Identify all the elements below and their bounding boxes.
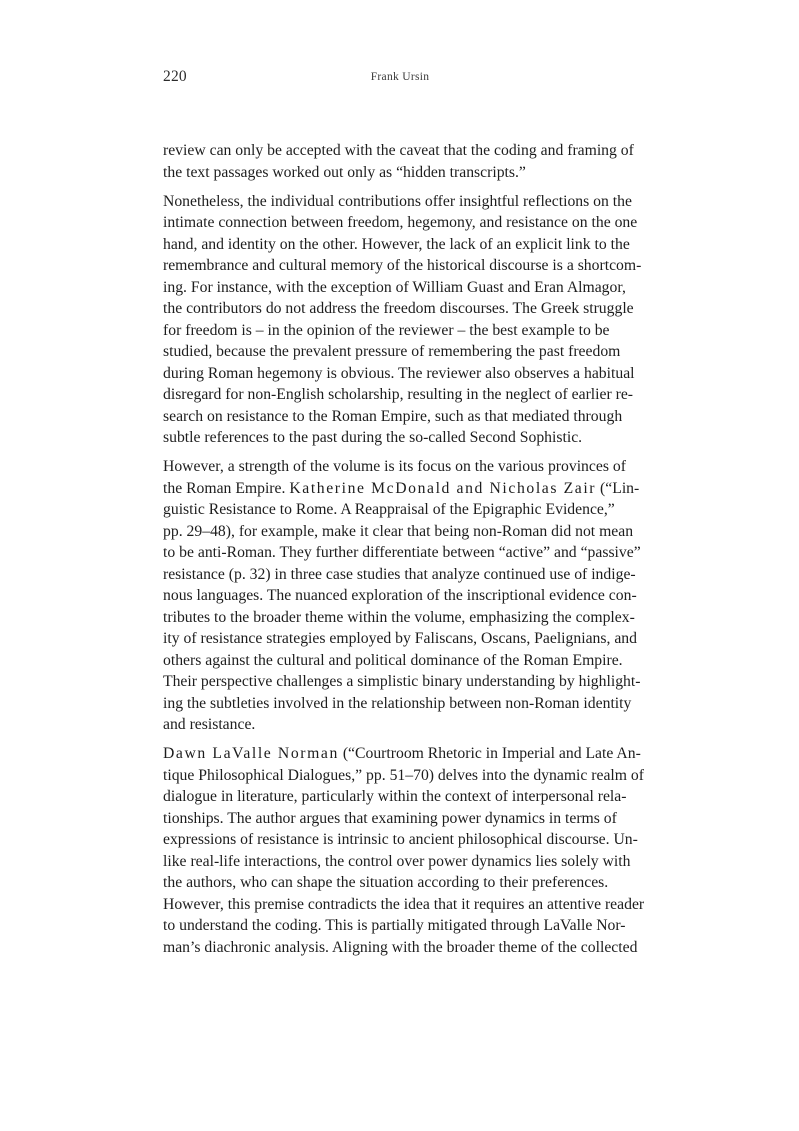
- page-header: [163, 68, 637, 88]
- text-line: nous languages. The nuanced exploration of the inscriptional evidence con-: [163, 587, 637, 604]
- text-line: pp. 29–48), for example, make it clear that being non-Roman did not mean: [163, 522, 634, 540]
- text-line: guistic Resistance to Rome. A Reappraisal of the Epigraphic Evidence,”: [163, 501, 615, 518]
- text-line: tionships. The author argues that examining power dynamics in terms of: [163, 809, 617, 827]
- text-line: man’s diachronic analysis. Aligning with the broader theme of the collected: [163, 938, 638, 956]
- text-line: the text passages worked out only as “hidden transcripts.”: [163, 163, 526, 181]
- text-line: However, this premise contradicts the idea that it requires an attentive reader: [163, 895, 645, 913]
- text-line: others against the cultural and political dominance of the Roman Empire.: [163, 651, 623, 669]
- text-line: subtle references to the past during the so-called Second Sophistic.: [163, 429, 583, 446]
- text-line: disregard for non-English scholarship, resulting in the neglect of earlier re-: [163, 386, 634, 403]
- text-line: tique Philosophical Dialogues,” pp. 51–70) delves into the dynamic realm of: [163, 766, 644, 784]
- text-line: [163, 478, 640, 500]
- text-line: tributes to the broader theme within the volume, emphasizing the complex-: [163, 608, 635, 626]
- text-line: ing the subtleties involved in the relationship between non-Roman identity: [163, 694, 632, 712]
- text-line: remembrance and cultural memory of the historical discourse is a shortcom-: [163, 257, 642, 274]
- text-line: intimate connection between freedom, hegemony, and resistance on the one: [163, 214, 638, 231]
- text-run: (“Lin-: [596, 479, 640, 497]
- text-line: studied, because the prevalent pressure of remembering the past freedom: [163, 343, 621, 360]
- text-line: dialogue in literature, particularly within the context of interpersonal rela-: [163, 788, 627, 805]
- text-line: Nonetheless, the individual contributions offer insightful reflections on the: [163, 192, 632, 210]
- text-line: expressions of resistance is intrinsic to ancient philosophical discourse. Un-: [163, 831, 638, 848]
- paragraph: [163, 743, 645, 958]
- text-line: search on resistance to the Roman Empire, such as that mediated through: [163, 407, 623, 425]
- text-run: (“Courtroom Rhetoric in Imperial and Late An-: [338, 745, 641, 762]
- running-head-author: Frank Ursin: [370, 71, 430, 83]
- text-line: resistance (p. 32) in three case studies that analyze continued use of indige-: [163, 565, 636, 583]
- contributor-name: Dawn LaValle Norman: [163, 745, 339, 762]
- text-line: Their perspective challenges a simplistic binary understanding by highlight-: [163, 673, 641, 690]
- text-line: to understand the coding. This is partially mitigated through LaValle Nor-: [163, 917, 626, 934]
- text-line: to be anti-Roman. They further differentiate between “active” and “passive”: [163, 544, 641, 561]
- text-line: ing. For instance, with the exception of William Guast and Eran Almagor,: [163, 278, 626, 296]
- paragraph: [163, 191, 642, 449]
- text-line: review can only be accepted with the caveat that the coding and framing of: [163, 142, 634, 159]
- text-line: ity of resistance strategies employed by Faliscans, Oscans, Paelignians, and: [163, 630, 637, 647]
- contributor-name: Katherine McDonald and Nicholas Zair: [289, 479, 597, 497]
- text-line: for freedom is – in the opinion of the reviewer – the best example to be: [163, 321, 610, 339]
- text-line: However, a strength of the volume is its focus on the various provinces of: [163, 458, 626, 475]
- page-body-text: [163, 140, 645, 958]
- text-line: hand, and identity on the other. However, the lack of an explicit link to the: [163, 235, 630, 253]
- page-number: 220: [163, 68, 187, 85]
- paragraph: [163, 456, 641, 736]
- paragraph: [163, 140, 637, 183]
- text-line: [163, 743, 641, 765]
- text-line: and resistance.: [163, 716, 256, 733]
- text-line: the contributors do not address the freedom discourses. The Greek struggle: [163, 300, 634, 317]
- text-line: during Roman hegemony is obvious. The reviewer also observes a habitual: [163, 364, 635, 382]
- text-run: the Roman Empire.: [163, 479, 290, 497]
- text-line: like real-life interactions, the control over power dynamics lies solely with: [163, 852, 631, 870]
- text-line: the authors, who can shape the situation according to their preferences.: [163, 874, 609, 891]
